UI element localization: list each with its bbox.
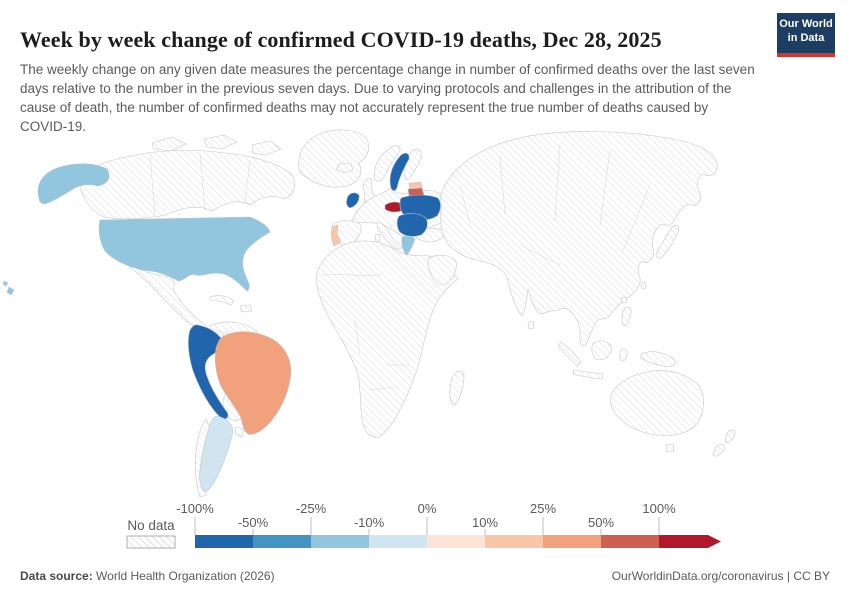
arctic-island <box>252 141 281 155</box>
map-legend <box>0 498 850 560</box>
legend-swatch-4[interactable] <box>427 535 485 548</box>
country-philippines <box>622 307 631 325</box>
legend-colorbar <box>195 535 721 548</box>
legend-swatch-6[interactable] <box>543 535 601 548</box>
legend-tick--50: -50% <box>237 515 269 530</box>
data-source-label: Data source: <box>20 569 93 583</box>
no-data-label: No data <box>127 518 175 533</box>
island-hainan <box>621 297 627 303</box>
legend-swatch-8-arrow[interactable] <box>659 535 721 548</box>
country-japan <box>656 225 679 258</box>
attribution-link[interactable]: OurWorldinData.org/coronavirus | CC BY <box>611 569 830 583</box>
world-map <box>0 125 850 500</box>
country-brazil[interactable] <box>215 332 291 435</box>
legend-swatch-1[interactable] <box>253 535 311 548</box>
page-title: Week by week change of confirmed COVID-19 deaths, Dec 28, 2025 <box>20 26 662 52</box>
continent-asia <box>441 131 717 346</box>
legend-swatch-5[interactable] <box>485 535 543 548</box>
legend-swatch-2[interactable] <box>311 535 369 548</box>
legend-swatch-0[interactable] <box>195 535 253 548</box>
country-newzealand <box>713 444 724 456</box>
country-hawaii[interactable] <box>3 281 8 286</box>
owid-logo-line2: in Data <box>787 31 825 44</box>
country-greece[interactable] <box>402 236 415 255</box>
country-canada <box>80 150 295 218</box>
arctic-island <box>204 135 237 149</box>
island-java <box>573 370 603 379</box>
country-uruguay <box>235 427 244 437</box>
country-australia <box>611 371 704 436</box>
legend-swatch-3[interactable] <box>369 535 427 548</box>
legend-tick-0: 0% <box>417 501 437 516</box>
arctic-island <box>152 137 186 151</box>
world-map-svg <box>0 125 850 500</box>
island-taiwan <box>641 282 646 289</box>
country-newzealand <box>725 430 735 443</box>
island-sumatra <box>558 342 581 366</box>
country-greenland <box>299 130 369 187</box>
island-srilanka <box>528 321 534 329</box>
island-sulawesi <box>620 349 627 361</box>
island-newguinea <box>641 352 675 367</box>
chart-footer <box>20 566 830 586</box>
owid-logo-line1: Our World <box>779 18 833 30</box>
legend-tick-25: 25% <box>529 501 557 516</box>
island-tasmania <box>666 444 674 452</box>
country-hawaii[interactable] <box>7 287 14 295</box>
data-source-value: World Health Organization (2026) <box>92 569 275 583</box>
country-united-states[interactable] <box>99 217 270 291</box>
legend-tick-50: 50% <box>587 515 615 530</box>
legend-svg <box>0 498 850 560</box>
legend-tick--100: -100% <box>176 501 214 516</box>
country-romania-serbia-bulgaria[interactable] <box>397 214 427 237</box>
island-borneo <box>592 341 612 360</box>
legend-tick-10: 10% <box>471 515 499 530</box>
island-madagascar <box>450 371 464 405</box>
legend-tick--25: -25% <box>295 501 327 516</box>
country-ireland[interactable] <box>346 193 359 208</box>
legend-tick-100: 100% <box>642 501 676 516</box>
owid-logo[interactable] <box>777 13 835 57</box>
legend-swatch-7[interactable] <box>601 535 659 548</box>
island-hispaniola <box>240 305 252 312</box>
country-cuba <box>210 296 234 305</box>
legend-tick--10: -10% <box>353 515 385 530</box>
chart-subtitle: The weekly change on any given date measures the percentage change in number of confirmed deaths over the last seven days relative to the number in the previous seven days. Due to varying protocols and challenges in the attribution of the cause of death, the number of confirmed deaths may not accurately represent the true number of deaths caused by COVID-19. <box>20 61 755 134</box>
no-data-swatch[interactable] <box>127 536 175 548</box>
island-sardinia <box>375 234 380 242</box>
data-source <box>20 569 275 583</box>
